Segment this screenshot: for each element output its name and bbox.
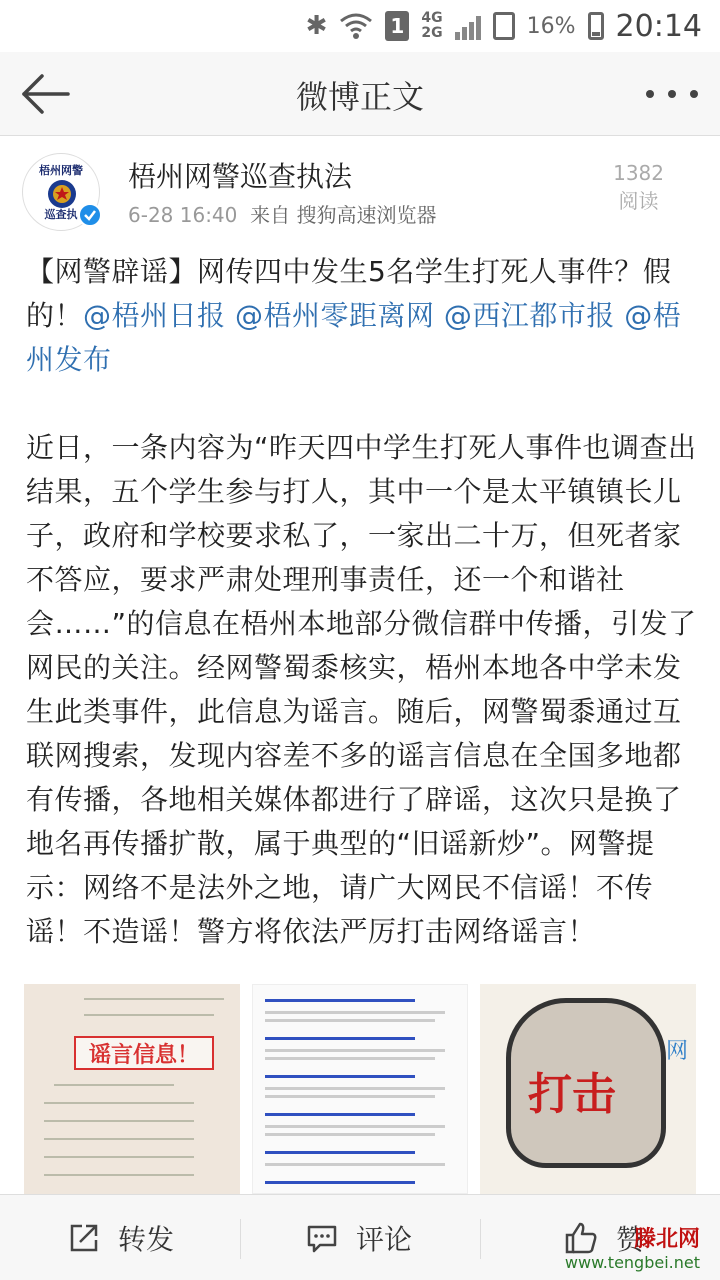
author-name[interactable]: 梧州网警巡查执法 xyxy=(128,160,353,193)
comment-icon xyxy=(306,1222,338,1254)
more-dot-icon xyxy=(668,90,676,98)
repost-label: 转发 xyxy=(118,1223,175,1256)
read-count xyxy=(613,159,664,215)
post-image-crackdown-fist[interactable] xyxy=(480,984,696,1194)
rumor-stamp: 谣言信息！ xyxy=(74,1036,214,1070)
watermark-name: 滕北网 xyxy=(633,1227,700,1252)
crackdown-text: 打击 xyxy=(528,1069,616,1120)
post-source: 来自 搜狗高速浏览器 xyxy=(250,203,437,227)
read-count-label: 阅读 xyxy=(618,189,659,213)
post-lead-paragraph xyxy=(26,250,702,382)
post-header xyxy=(0,137,720,245)
notification-icon xyxy=(493,12,515,40)
signal-icon xyxy=(455,12,481,40)
post-time: 6-28 16:40 xyxy=(128,203,238,227)
site-watermark xyxy=(565,1222,700,1272)
repost-button[interactable] xyxy=(68,1195,174,1280)
avatar-text-top: 梧州网警 xyxy=(39,164,83,177)
page-title: 微博正文 xyxy=(295,78,424,116)
mention-link[interactable]: @西江都市报 xyxy=(443,299,615,332)
like-label: 赞 xyxy=(616,1223,645,1256)
mention-link[interactable]: @梧州发布 xyxy=(26,299,682,376)
watermark-url: www.tengbei.net xyxy=(564,1253,700,1272)
post-meta xyxy=(128,199,436,228)
network-type: 4G 2G xyxy=(421,10,443,41)
post-lead: 【网警辟谣】网传四中发生5名学生打死人事件？假的！ xyxy=(26,255,672,332)
post-image-rumor-text[interactable] xyxy=(24,984,240,1194)
verified-badge-icon xyxy=(78,203,102,227)
clock: 20:14 xyxy=(615,8,702,44)
mention-link[interactable]: @梧州日报 xyxy=(83,299,226,332)
avatar-text-bottom: 巡查执 xyxy=(44,208,78,221)
comment-label: 评论 xyxy=(356,1223,413,1256)
mention-link[interactable]: @梧州零距离网 xyxy=(234,299,435,332)
comment-button[interactable] xyxy=(306,1195,412,1280)
image-grid xyxy=(24,984,696,1194)
sim-indicator: 1 xyxy=(385,11,409,41)
read-count-number: 1382 xyxy=(613,161,664,185)
post-text xyxy=(26,250,702,954)
battery-percent: 16% xyxy=(526,13,576,39)
repost-icon xyxy=(68,1222,100,1254)
divider xyxy=(480,1219,481,1259)
title-bar xyxy=(0,52,720,136)
battery-icon xyxy=(588,12,604,40)
more-options-button[interactable] xyxy=(646,74,698,114)
wifi-icon xyxy=(339,11,373,41)
post-image-search-results[interactable] xyxy=(252,984,468,1194)
post-body: 近日，一条内容为“昨天四中学生打死人事件也调查出结果，五个学生参与打人，其中一个是太平镇镇长儿子，政府和学校要求私了，一家出二十万，但死者家不答应，要求严肃处理刑事责任，还一个和谐社会……”的信息在梧州本地部分微信群中传播，引发了网民的关注。经网警蜀黍核实，梧州本地各中学未发生此类事件，此信息为谣言。随后，网警蜀黍通过互联网搜索，发现内容差不多的谣言信息在全国多地都有传播，各地相关媒体都进行了辟谣，这次只是换了地名再传播扩散，属于典型的“旧谣新炒”。网警提示：网络不是法外之地，请广大网民不信谣！不传谣！不造谣！警方将依法严厉打击网络谣言！ xyxy=(26,431,697,948)
divider xyxy=(240,1219,241,1259)
more-dot-icon xyxy=(646,90,654,98)
status-bar xyxy=(0,0,720,52)
more-dot-icon xyxy=(690,90,698,98)
bluetooth-icon: ✱ xyxy=(305,11,328,41)
crackdown-side-text: 网 xyxy=(665,1039,688,1064)
